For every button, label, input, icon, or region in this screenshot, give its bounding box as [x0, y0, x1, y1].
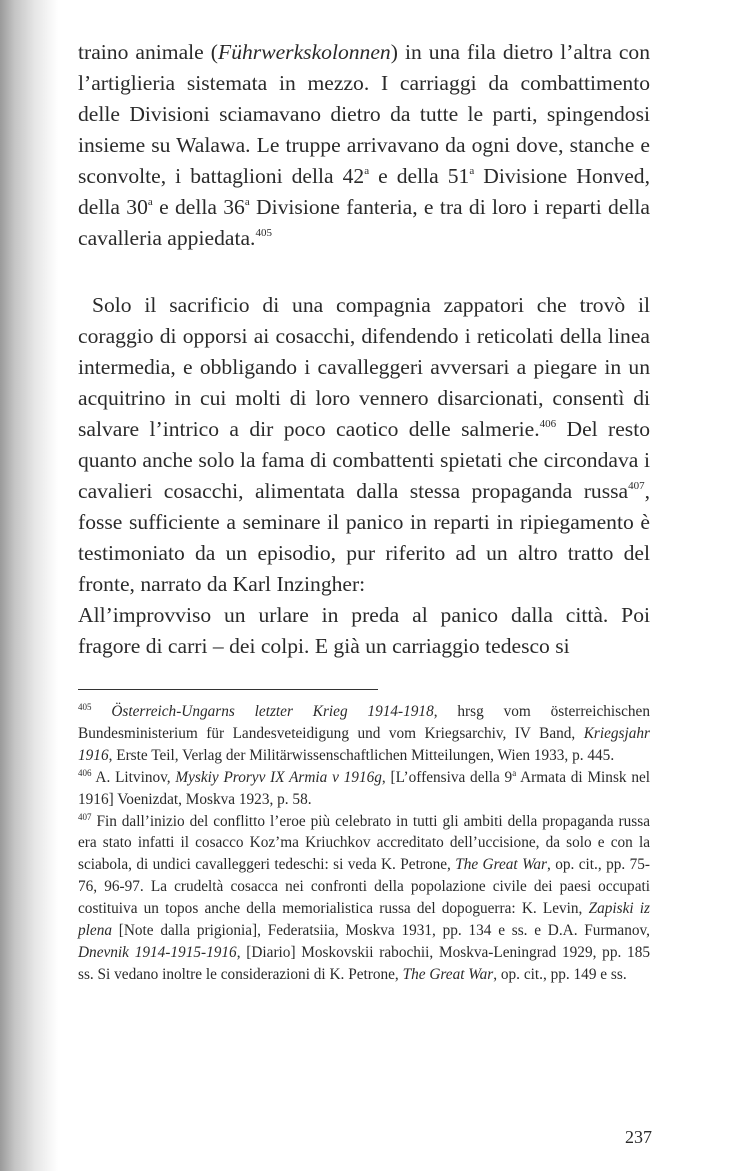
text-run: A. Litvinov, [91, 768, 176, 786]
text-run: , Erste Teil, Verlag der Militärwissenschaftlichen Mitteilungen, Wien 1933, p. 445. [108, 746, 615, 764]
text-run: Fin dall’inizio del conflitto l’eroe più celebrato in tutti gli ambiti della propaganda russa era stato infatti il cosacco Koz’ma Kriuchkov accreditato dell’uccisione, da solo e con la sciabola, di undici cavalleggeri tedeschi: si veda K. Petrone, [78, 812, 650, 874]
body-paragraph-2 [78, 290, 650, 600]
text-run: [Note dalla prigionia], Federatsiia, Moskva 1931, pp. 134 e ss. e D.A. Furmanov, [112, 922, 650, 940]
text-run: ) in una fila dietro l’altra con l’artiglieria sistemata in mezzo. I carriaggi da combattimento delle Divisioni sciamavano dietro da tutte le parti, spingendosi insieme su Walawa. Le truppe arrivavano da ogni dove, stanche e sconvolte, i battaglioni della 42 [78, 40, 650, 188]
page-number: 237 [625, 1127, 652, 1147]
superscript: a [244, 196, 250, 208]
text-run: e della 36 [152, 195, 245, 219]
body-paragraph-3 [78, 600, 650, 662]
superscript: a [364, 165, 370, 177]
text-run: , [Diario] Moskovskii rabochii, Moskva-Leningrad 1929, pp. 185 ss. Si vedano inoltre le considerazioni di K. Petrone, [78, 943, 650, 983]
italic-title: Kriegsjahr 1916 [78, 724, 650, 764]
text-run: traino animale ( [78, 40, 218, 64]
text-run: Armata di Minsk nel 1916] Voenizdat, Moskva 1923, p. 58. [78, 768, 651, 808]
text-run: Divisione fanteria, e tra di loro i reparti della cavalleria appiedata. [78, 195, 650, 250]
superscript: a [512, 767, 517, 778]
italic-title: The Great War [402, 965, 494, 983]
text-run: , op. cit., pp. 149 e ss. [493, 965, 627, 983]
text-run: All’improvviso un urlare in preda al panico dalla città. Poi fragore di carri – dei colpi. E già un carriaggio tedesco si [78, 603, 650, 658]
text-run: , [L’offensiva della 9 [381, 768, 513, 786]
page-gutter-shadow [0, 0, 58, 1171]
superscript: a [469, 165, 475, 177]
superscript: 405 [78, 702, 92, 712]
footnote-407 [78, 811, 650, 986]
italic-title: Österreich-Ungarns letzter Krieg 1914-1918 [111, 703, 434, 720]
text-run: , op. cit., pp. 75-76, 96-97. La crudeltà cosacca nei confronti della popolazione civile dei paesi occupati costituiva un topos anche della memorialistica russa del dopoguerra: K. Levin, [78, 856, 650, 918]
superscript: 406 [78, 767, 92, 778]
body-paragraph-1 [78, 37, 650, 254]
text-run: , fosse sufficiente a seminare il panico in reparti in ripiegamento è testimoniato da un episodio, pur riferito ad un altro tratto del fronte, narrato da Karl Inzingher: [78, 479, 650, 596]
footnote-separator [78, 689, 378, 690]
superscript: 407 [628, 480, 645, 492]
text-run: e della 51 [369, 164, 470, 188]
footnotes [78, 701, 650, 986]
italic-title: Führwerkskolonnen [218, 40, 391, 64]
footnote-405 [78, 701, 650, 767]
superscript: 405 [255, 227, 272, 239]
italic-title: The Great War [455, 856, 548, 874]
text-run: Del resto quanto anche solo la fama di combattenti spietati che circondava i cavalieri cosacchi, alimentata dalla stessa propaganda russa [78, 417, 650, 503]
italic-title: Dnevnik 1914-1915-1916 [78, 943, 237, 961]
footnote-406 [78, 767, 650, 811]
text-run: Divisione Honved, della 30 [78, 164, 650, 219]
superscript: a [147, 196, 153, 208]
superscript: 406 [539, 418, 557, 430]
italic-title: Zapiski iz plena [78, 900, 650, 940]
italic-title: Myskiy Proryv IX Armia v 1916g [175, 768, 382, 786]
text-run [92, 703, 112, 720]
text-run: Solo il sacrificio di una compagnia zappatori che trovò il coraggio di opporsi ai cosacchi, difendendo i reticolati della linea intermedia, e obbligando i cavalleggeri avversari a piegare in un acquitrino in cui molti di loro vennero disarcionati, consentì di salvare l’intrico a dir poco caotico delle salmerie. [78, 293, 650, 441]
superscript: 407 [78, 811, 92, 822]
text-run: , hrsg vom österreichischen Bundesministerium für Landesveteidigung und vom Kriegsarchiv, IV Band, [78, 703, 650, 742]
